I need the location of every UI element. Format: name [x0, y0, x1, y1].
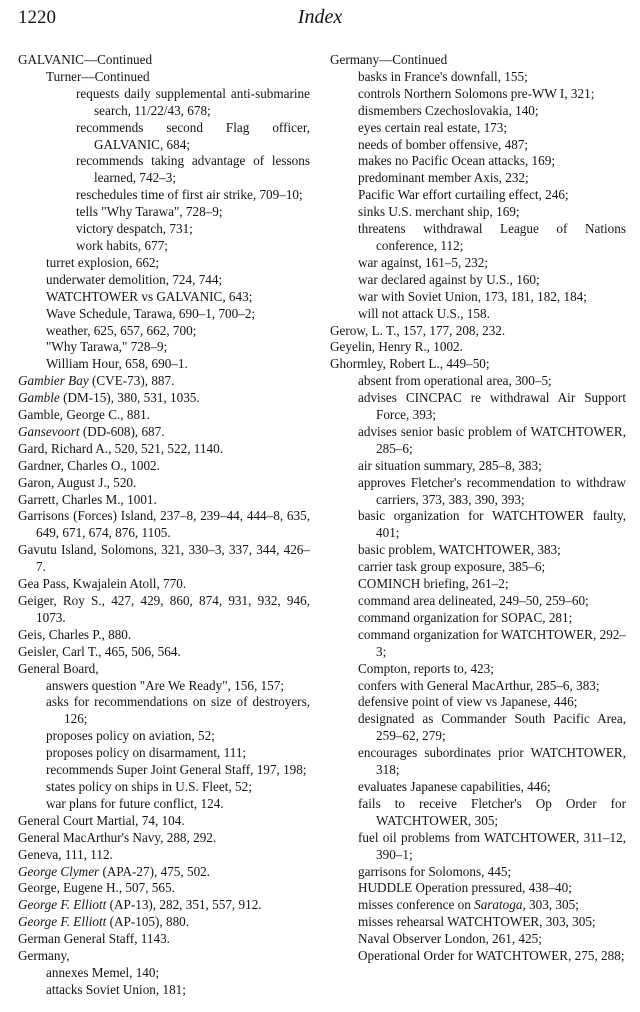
entry-text: encourages subordinates prior WATCHTOWER, 318;	[358, 745, 626, 778]
page-number: 1220	[18, 7, 56, 28]
entry-text: eyes certain real estate, 173;	[358, 119, 508, 135]
entry-text: garrisons for Solomons, 445;	[358, 863, 512, 879]
entry-text: threatens withdrawal League of Nations conference, 112;	[358, 221, 626, 253]
index-subentry	[348, 542, 626, 559]
entry-text: GALVANIC—Continued	[18, 52, 153, 67]
running-title: Index	[297, 6, 343, 28]
index-entry	[330, 339, 626, 356]
entry-text: states policy on ships in U.S. Fleet, 52;	[46, 778, 252, 794]
entry-italic-text: Saratoga,	[474, 897, 526, 913]
index-entry	[18, 474, 310, 492]
entry-text: proposes policy on disarmament, 111;	[46, 745, 247, 761]
index-subentry	[36, 69, 310, 86]
entry-text: Garon, August J., 520.	[18, 474, 137, 490]
index-column-left	[18, 52, 310, 999]
entry-text: Garrett, Charles M., 1001.	[18, 491, 157, 507]
entry-text: basic problem, WATCHTOWER, 383;	[358, 542, 561, 558]
entry-italic-text: George F. Elliott	[18, 897, 107, 913]
entry-text: air situation summary, 285–8, 383;	[358, 457, 542, 473]
entry-text: proposes policy on aviation, 52;	[46, 728, 215, 744]
entry-text: needs of bomber offensive, 487;	[358, 136, 529, 152]
entry-text: misses rehearsal WATCHTOWER, 303, 305;	[358, 914, 596, 930]
entry-text: General Board,	[18, 660, 99, 676]
entry-text: will not attack U.S., 158.	[358, 305, 490, 321]
index-entry	[18, 829, 310, 847]
index-subentry	[36, 779, 310, 796]
index-entry	[18, 812, 310, 830]
index-entry	[18, 508, 310, 542]
entry-text: defensive point of view vs Japanese, 446;	[358, 694, 578, 710]
index-subentry	[36, 796, 310, 813]
index-subentry	[348, 103, 626, 120]
index-subentry	[348, 694, 626, 711]
index-subentry	[348, 897, 626, 914]
index-subentry	[36, 238, 310, 255]
entry-text: (DM-15), 380, 531, 1035.	[59, 390, 200, 406]
index-subentry	[36, 745, 310, 762]
index-subentry	[348, 255, 626, 272]
entry-text: German General Staff, 1143.	[18, 931, 170, 947]
entry-text: (AP-13), 282, 351, 557, 912.	[106, 897, 262, 913]
entry-text: work habits, 677;	[76, 237, 168, 253]
index-entry	[18, 643, 310, 661]
index-entry	[18, 390, 310, 407]
index-entry	[330, 356, 626, 373]
entry-text: Geyelin, Henry R., 1002.	[330, 339, 463, 355]
entry-text: makes no Pacific Ocean attacks, 169;	[358, 153, 556, 169]
entry-text: General MacArthur's Navy, 288, 292.	[18, 829, 217, 845]
entry-text: Garrisons (Forces) Island, 237–8, 239–44, 444–8, 635, 649, 671, 674, 876, 1105.	[18, 508, 310, 541]
index-subentry	[348, 458, 626, 475]
entry-text: Germany,	[18, 948, 70, 964]
index-subentry	[348, 576, 626, 593]
entry-text: asks for recommendations on size of destroyers, 126;	[46, 694, 310, 727]
page-header	[0, 0, 640, 40]
entry-text: Ghormley, Robert L., 449–50;	[330, 356, 490, 372]
entry-text: recommends Super Joint General Staff, 197, 198;	[46, 762, 307, 778]
index-entry	[18, 491, 310, 509]
index-subentry	[348, 745, 626, 779]
index-entry	[18, 897, 310, 914]
index-entry	[18, 423, 310, 441]
entry-text: Operational Order for WATCHTOWER, 275, 288;	[358, 948, 625, 964]
index-subentry	[36, 272, 310, 289]
index-entry	[18, 407, 310, 424]
index-subentry	[348, 204, 626, 221]
entry-text: Germany—Continued	[330, 52, 448, 67]
entry-text: "Why Tarawa," 728–9;	[46, 339, 168, 355]
entry-italic-text: Gambier Bay	[18, 373, 89, 389]
entry-text: recommends taking advantage of lessons learned, 742–3;	[76, 153, 310, 186]
index-subentry	[348, 86, 626, 103]
index-subentry	[348, 272, 626, 289]
entry-italic-text: George Clymer	[18, 863, 100, 879]
entry-text: tells "Why Tarawa", 728–9;	[76, 204, 223, 220]
index-subentry	[36, 221, 310, 238]
index-entry	[18, 880, 310, 897]
entry-text: Geis, Charles P., 880.	[18, 626, 132, 642]
entry-text: COMINCH briefing, 261–2;	[358, 576, 509, 592]
entry-text: command organization for WATCHTOWER, 292–3;	[358, 626, 626, 659]
entry-text: Geiger, Roy S., 427, 429, 860, 874, 931, 932, 946, 1073.	[18, 593, 310, 625]
entry-italic-text: Gansevoort	[18, 423, 80, 439]
index-entry	[18, 660, 310, 678]
entry-text: Gamble, George C., 881.	[18, 407, 150, 423]
entry-text: requests daily supplemental anti-submarine search, 11/22/43, 678;	[76, 85, 310, 118]
entry-text: Geisler, Carl T., 465, 506, 564.	[18, 643, 181, 659]
entry-text: Gardner, Charles O., 1002.	[18, 457, 160, 473]
index-subentry	[348, 678, 626, 695]
entry-text: war against, 161–5, 232;	[358, 254, 489, 270]
index-entry	[330, 322, 626, 340]
index-subentry	[36, 204, 310, 221]
index-subentry	[348, 475, 626, 509]
entry-text: Gea Pass, Kwajalein Atoll, 770.	[18, 576, 187, 592]
index-subentry	[36, 323, 310, 340]
index-entry	[18, 593, 310, 627]
entry-text: attacks Soviet Union, 181;	[46, 981, 186, 997]
entry-text: advises CINCPAC re withdrawal Air Support Force, 393;	[358, 390, 626, 423]
entry-italic-text: Gamble	[18, 390, 60, 406]
entry-text: George, Eugene H., 507, 565.	[18, 880, 175, 896]
entry-text: absent from operational area, 300–5;	[358, 373, 552, 389]
entry-text: Gavutu Island, Solomons, 321, 330–3, 337, 344, 426–7.	[18, 542, 310, 575]
entry-text: carrier task group exposure, 385–6;	[358, 559, 546, 575]
entry-text: dismembers Czechoslovakia, 140;	[358, 102, 539, 118]
index-subentry	[348, 153, 626, 170]
index-entry	[330, 52, 626, 69]
entry-text: reschedules time of first air strike, 709–10;	[76, 187, 303, 203]
entry-text: confers with General MacArthur, 285–6, 383;	[358, 677, 600, 693]
index-subentry	[348, 69, 626, 86]
entry-text: recommends second Flag officer, GALVANIC, 684;	[76, 119, 310, 152]
index-subentry	[348, 593, 626, 610]
index-entry	[18, 846, 310, 864]
index-subentry	[36, 306, 310, 323]
entry-text: fails to receive Fletcher's Op Order for WATCHTOWER, 305;	[358, 795, 626, 828]
index-subentry	[36, 289, 310, 306]
index-subentry	[36, 356, 310, 373]
index-entry	[18, 626, 310, 644]
index-subentry	[348, 221, 626, 255]
entry-text: approves Fletcher's recommendation to withdraw carriers, 373, 383, 390, 393;	[358, 474, 626, 507]
index-entry	[18, 914, 310, 931]
index-subentry	[36, 982, 310, 999]
index-subentry	[348, 306, 626, 323]
entry-text: Pacific War effort curtailing effect, 246;	[358, 187, 569, 203]
entry-text: designated as Commander South Pacific Area, 259–62, 279;	[358, 711, 626, 744]
entry-text: (CVE-73), 887.	[88, 373, 175, 389]
index-subentry	[348, 137, 626, 154]
entry-text: Geneva, 111, 112.	[18, 846, 113, 862]
index-entry	[18, 440, 310, 458]
index-subentry	[348, 711, 626, 745]
entry-text: Turner—Continued	[46, 68, 150, 84]
entry-text: WATCHTOWER vs GALVANIC, 643;	[46, 288, 253, 304]
index-subentry	[348, 948, 626, 965]
index-subentry	[36, 339, 310, 356]
entry-text: HUDDLE Operation pressured, 438–40;	[358, 880, 572, 896]
index-entry	[18, 542, 310, 576]
entry-text: annexes Memel, 140;	[46, 964, 160, 980]
index-entry	[18, 373, 310, 390]
index-entry	[18, 948, 310, 965]
entry-text: command area delineated, 249–50, 259–60;	[358, 593, 589, 608]
index-subentry	[348, 187, 626, 204]
entry-italic-text: George F. Elliott	[18, 914, 107, 930]
entry-text: Gerow, L. T., 157, 177, 208, 232.	[330, 322, 506, 338]
entry-text: fuel oil problems from WATCHTOWER, 311–12, 390–1;	[358, 829, 626, 862]
index-subentry	[348, 779, 626, 796]
entry-text: basic organization for WATCHTOWER faulty, 401;	[358, 508, 626, 541]
entry-text: Naval Observer London, 261, 425;	[358, 931, 542, 947]
index-subentry	[348, 880, 626, 897]
index-subentry	[36, 728, 310, 745]
index-subentry	[348, 373, 626, 390]
index-subentry	[36, 86, 310, 120]
index-subentry	[348, 830, 626, 864]
entry-text: predominant member Axis, 232;	[358, 170, 529, 186]
index-subentry	[36, 153, 310, 187]
entry-text: weather, 625, 657, 662, 700;	[46, 322, 197, 338]
entry-text: (AP-105), 880.	[106, 914, 190, 930]
index-subentry	[348, 627, 626, 661]
index-subentry	[348, 796, 626, 830]
entry-text: William Hour, 658, 690–1.	[46, 356, 188, 372]
entry-text: victory despatch, 731;	[76, 221, 193, 237]
index-subentry	[36, 965, 310, 982]
index-subentry	[36, 187, 310, 204]
entry-text: war with Soviet Union, 173, 181, 182, 184;	[358, 288, 587, 304]
index-subentry	[348, 170, 626, 187]
index-subentry	[348, 508, 626, 542]
index-subentry	[348, 661, 626, 678]
entry-text: sinks U.S. merchant ship, 169;	[358, 204, 520, 220]
index-subentry	[348, 610, 626, 627]
index-subentry	[348, 120, 626, 137]
entry-text: 303, 305;	[525, 897, 579, 913]
entry-text: war plans for future conflict, 124.	[46, 795, 224, 811]
index-entry	[18, 52, 310, 69]
entry-text: basks in France's downfall, 155;	[358, 68, 528, 84]
index-subentry	[348, 289, 626, 306]
index-entry	[18, 457, 310, 475]
entry-text: underwater demolition, 724, 744;	[46, 271, 223, 287]
index-subentry	[36, 762, 310, 779]
index-subentry	[348, 390, 626, 424]
entry-text: war declared against by U.S., 160;	[358, 271, 540, 287]
entry-text: turret explosion, 662;	[46, 254, 160, 270]
index-subentry	[348, 864, 626, 881]
index-entry	[18, 863, 310, 881]
entry-text: Compton, reports to, 423;	[358, 660, 494, 676]
index-entry	[18, 931, 310, 948]
entry-text: evaluates Japanese capabilities, 446;	[358, 778, 551, 794]
index-subentry	[36, 255, 310, 272]
entry-text: controls Northern Solomons pre-WW I, 321;	[358, 85, 595, 101]
index-subentry	[348, 559, 626, 576]
entry-text: Wave Schedule, Tarawa, 690–1, 700–2;	[46, 305, 256, 321]
index-subentry	[348, 931, 626, 948]
index-subentry	[348, 914, 626, 931]
index-subentry	[36, 120, 310, 154]
entry-text: misses conference on	[358, 897, 475, 913]
entry-text: Gard, Richard A., 520, 521, 522, 1140.	[18, 440, 223, 456]
index-entry	[18, 576, 310, 593]
entry-text: (DD-608), 687.	[79, 423, 165, 439]
index-subentry	[348, 424, 626, 458]
entry-text: advises senior basic problem of WATCHTOWER, 285–6;	[358, 423, 626, 456]
index-subentry	[36, 678, 310, 695]
entry-text: answers question "Are We Ready", 156, 157;	[46, 677, 284, 693]
index-subentry	[36, 694, 310, 728]
entry-text: General Court Martial, 74, 104.	[18, 812, 185, 828]
entry-text: (APA-27), 475, 502.	[99, 863, 211, 879]
entry-text: command organization for SOPAC, 281;	[358, 609, 573, 625]
index-column-right	[330, 52, 626, 965]
